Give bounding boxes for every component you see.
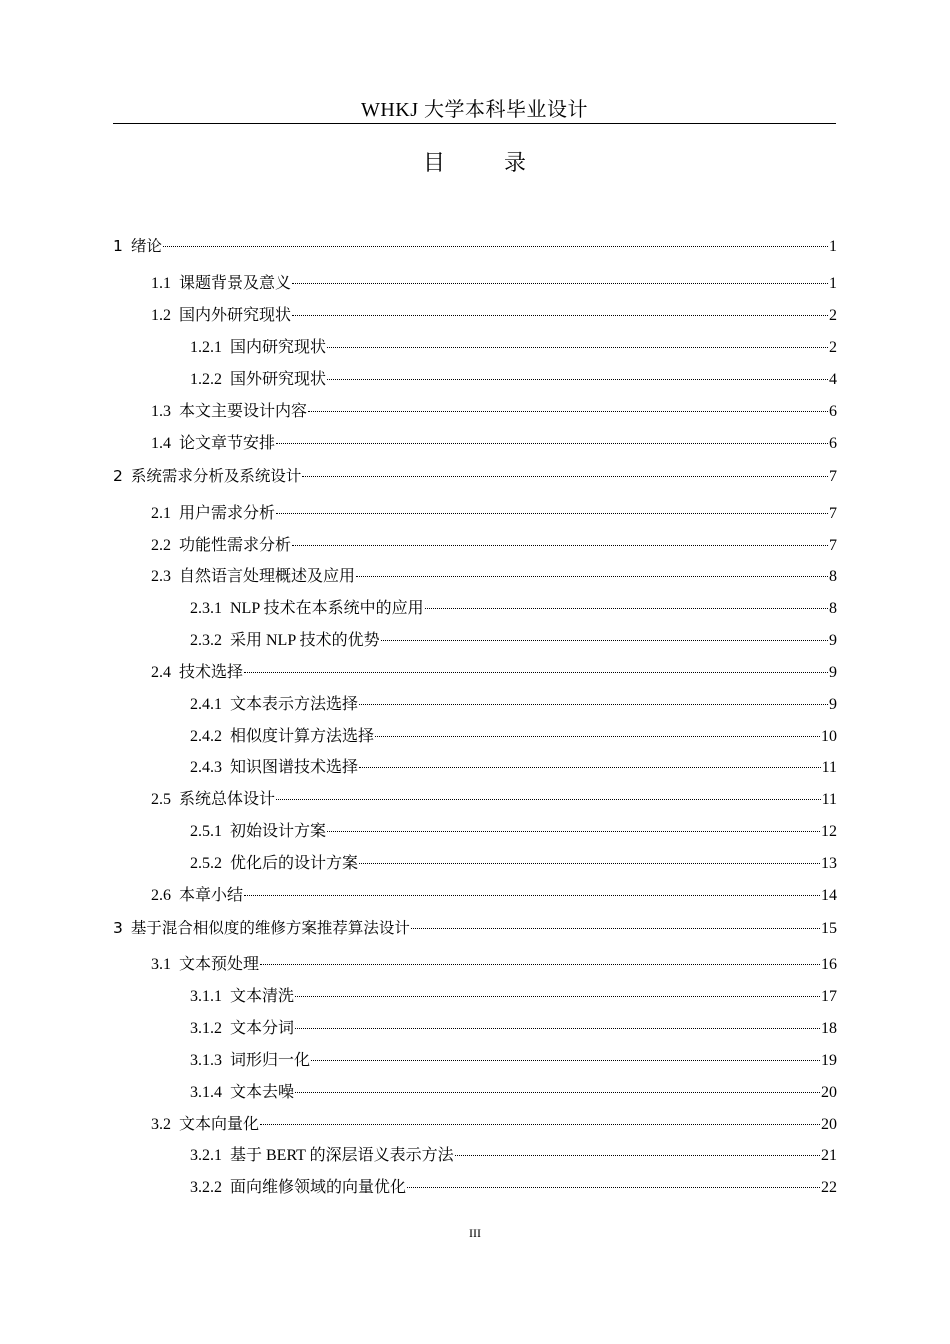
toc-entry-number: 1 xyxy=(113,237,123,255)
toc-leader-dots xyxy=(163,246,828,247)
toc-leader-dots xyxy=(327,347,828,348)
toc-entry-number: 1.3 xyxy=(151,403,171,420)
toc-entry-title: 本章小结 xyxy=(179,887,244,904)
toc-entry[interactable] xyxy=(113,336,837,360)
toc-entry-page: 8 xyxy=(829,568,837,585)
toc-entry-number: 3.1 xyxy=(151,956,171,973)
toc-entry[interactable] xyxy=(113,1144,837,1168)
toc-entry[interactable] xyxy=(113,464,837,488)
toc-entry-title: 用户需求分析 xyxy=(179,505,276,522)
toc-leader-dots xyxy=(308,411,828,412)
toc-leader-dots xyxy=(295,996,820,997)
toc-entry-title: 文本清洗 xyxy=(230,988,295,1005)
toc-entry-number: 2.3.2 xyxy=(190,632,222,649)
toc-leader-dots xyxy=(455,1155,820,1156)
toc-entry[interactable] xyxy=(113,788,837,812)
toc-entry-number: 3.1.3 xyxy=(190,1052,222,1069)
toc-entry[interactable] xyxy=(113,502,837,526)
running-header-title: WHKJ 大学本科毕业设计 xyxy=(360,99,589,121)
toc-entry-title: 采用 NLP 技术的优势 xyxy=(230,632,380,649)
toc-entry[interactable] xyxy=(113,820,837,844)
toc-leader-dots xyxy=(276,443,828,444)
toc-entry-page: 21 xyxy=(821,1147,837,1164)
toc-entry[interactable] xyxy=(113,693,837,717)
toc-entry-number: 2.5.2 xyxy=(190,855,222,872)
toc-entry[interactable] xyxy=(113,629,837,653)
toc-entry-title: 功能性需求分析 xyxy=(179,537,292,554)
toc-entry-title: 词形归一化 xyxy=(230,1052,311,1069)
toc-leader-dots xyxy=(327,379,828,380)
toc-entry-title: 论文章节安排 xyxy=(179,435,276,452)
toc-entry-title: 技术选择 xyxy=(179,664,244,681)
toc-entry-page: 9 xyxy=(829,696,837,713)
toc-entry-page: 20 xyxy=(821,1116,837,1133)
toc-entry-title: 知识图谱技术选择 xyxy=(230,759,359,776)
toc-entry-number: 2.5.1 xyxy=(190,823,222,840)
toc-entry-number: 2.4.1 xyxy=(190,696,222,713)
toc-entry-number: 2.4.2 xyxy=(190,728,222,745)
toc-entry-page: 14 xyxy=(821,887,837,904)
toc-leader-dots xyxy=(359,767,821,768)
toc-entry[interactable] xyxy=(113,1176,837,1200)
toc-entry-number: 1.1 xyxy=(151,275,171,292)
toc-entry-title: 文本表示方法选择 xyxy=(230,696,359,713)
toc-entry-page: 17 xyxy=(821,988,837,1005)
toc-entry[interactable] xyxy=(113,368,837,392)
toc-leader-dots xyxy=(407,1187,820,1188)
toc-entry-page: 7 xyxy=(829,537,837,554)
toc-entry-page: 13 xyxy=(821,855,837,872)
toc-entry[interactable] xyxy=(113,234,837,258)
toc-entry-title: 文本分词 xyxy=(230,1020,295,1037)
toc-entry-number: 3.1.4 xyxy=(190,1084,222,1101)
toc-entry-number: 3.1.1 xyxy=(190,988,222,1005)
toc-entry-title: 初始设计方案 xyxy=(230,823,327,840)
toc-entry-number: 3.2.2 xyxy=(190,1179,222,1196)
toc-entry-page: 16 xyxy=(821,956,837,973)
toc-leader-dots xyxy=(359,704,828,705)
toc-entry-title: 系统总体设计 xyxy=(179,791,276,808)
toc-leader-dots xyxy=(381,640,828,641)
toc-leader-dots xyxy=(327,831,820,832)
toc-entry[interactable] xyxy=(113,985,837,1009)
toc-entry-number: 2 xyxy=(113,467,123,485)
toc-entry[interactable] xyxy=(113,400,837,424)
toc-entry-number: 1.2.1 xyxy=(190,339,222,356)
toc-entry-title: 课题背景及意义 xyxy=(179,275,292,292)
toc-entry-page: 6 xyxy=(829,403,837,420)
toc-entry-title: 基于混合相似度的维修方案推荐算法设计 xyxy=(130,919,410,937)
toc-entry-page: 10 xyxy=(821,728,837,745)
toc-entry-page: 9 xyxy=(829,664,837,681)
toc-entry[interactable] xyxy=(113,1113,837,1137)
toc-heading: 目 录 xyxy=(423,151,552,176)
toc-entry-number: 2.6 xyxy=(151,887,171,904)
toc-leader-dots xyxy=(244,895,820,896)
page-number: III xyxy=(469,1226,481,1240)
toc-entry[interactable] xyxy=(113,272,837,296)
toc-entry-page: 4 xyxy=(829,371,837,388)
toc-leader-dots xyxy=(276,799,821,800)
toc-entry-page: 1 xyxy=(829,238,837,255)
toc-entry-title: 自然语言处理概述及应用 xyxy=(179,568,356,585)
toc-leader-dots xyxy=(356,576,828,577)
toc-leader-dots xyxy=(292,315,828,316)
toc-entry-page: 7 xyxy=(829,505,837,522)
toc-entry-title: 系统需求分析及系统设计 xyxy=(130,467,302,485)
toc-entry-number: 2.5 xyxy=(151,791,171,808)
toc-entry-page: 15 xyxy=(821,920,837,937)
toc-entry-title: 优化后的设计方案 xyxy=(230,855,359,872)
toc-entry-title: 国内外研究现状 xyxy=(179,307,292,324)
toc-leader-dots xyxy=(295,1028,820,1029)
toc-entry-page: 2 xyxy=(829,307,837,324)
toc-entry-page: 11 xyxy=(821,759,837,776)
toc-entry-page: 18 xyxy=(821,1020,837,1037)
toc-entry-title: 文本去噪 xyxy=(230,1084,295,1101)
toc-entry[interactable] xyxy=(113,1081,837,1105)
toc-entry-number: 2.2 xyxy=(151,537,171,554)
toc-entry-number: 3 xyxy=(113,919,123,937)
toc-entry-page: 9 xyxy=(829,632,837,649)
toc-entry-page: 2 xyxy=(829,339,837,356)
toc-entry-page: 12 xyxy=(821,823,837,840)
toc-entry[interactable] xyxy=(113,1049,837,1073)
toc-entry[interactable] xyxy=(113,916,837,940)
toc-entry-number: 2.1 xyxy=(151,505,171,522)
toc-entry[interactable] xyxy=(113,565,837,589)
toc-entry-page: 7 xyxy=(829,468,837,485)
toc-entry-number: 1.2 xyxy=(151,307,171,324)
toc-entry[interactable] xyxy=(113,534,837,558)
toc-leader-dots xyxy=(375,736,820,737)
toc-entry-title: 文本向量化 xyxy=(179,1116,260,1133)
toc-entry-title: NLP 技术在本系统中的应用 xyxy=(230,600,424,617)
toc-entry-number: 1.2.2 xyxy=(190,371,222,388)
toc-entry-title: 绪论 xyxy=(130,237,162,255)
toc-entry-number: 3.2.1 xyxy=(190,1147,222,1164)
toc-leader-dots xyxy=(295,1092,820,1093)
toc-entry-page: 8 xyxy=(829,600,837,617)
toc-entry-number: 3.2 xyxy=(151,1116,171,1133)
toc-entry[interactable] xyxy=(113,953,837,977)
toc-entry-title: 基于 BERT 的深层语义表示方法 xyxy=(230,1147,454,1164)
toc-leader-dots xyxy=(425,608,828,609)
toc-entry-title: 国内研究现状 xyxy=(230,339,327,356)
toc-entry[interactable] xyxy=(113,304,837,328)
toc-entry-page: 11 xyxy=(821,791,837,808)
header-divider xyxy=(113,123,836,124)
toc-entry-title: 相似度计算方法选择 xyxy=(230,728,375,745)
toc-entry[interactable] xyxy=(113,597,837,621)
toc-entry[interactable] xyxy=(113,756,837,780)
toc-entry[interactable] xyxy=(113,852,837,876)
toc-entry-number: 2.4 xyxy=(151,664,171,681)
toc-entry-number: 1.4 xyxy=(151,435,171,452)
toc-entry-page: 20 xyxy=(821,1084,837,1101)
toc-entry[interactable] xyxy=(113,725,837,749)
toc-entry[interactable] xyxy=(113,884,837,908)
toc-entry-number: 2.3.1 xyxy=(190,600,222,617)
toc-entry[interactable] xyxy=(113,661,837,685)
toc-leader-dots xyxy=(311,1060,820,1061)
toc-entry-number: 2.3 xyxy=(151,568,171,585)
toc-entry-title: 文本预处理 xyxy=(179,956,260,973)
toc-leader-dots xyxy=(276,513,828,514)
toc-leader-dots xyxy=(359,863,820,864)
toc-entry-number: 3.1.2 xyxy=(190,1020,222,1037)
toc-entry-page: 6 xyxy=(829,435,837,452)
toc-entry[interactable] xyxy=(113,432,837,456)
toc-entry-page: 19 xyxy=(821,1052,837,1069)
toc-entry-title: 面向维修领域的向量优化 xyxy=(230,1179,407,1196)
toc-leader-dots xyxy=(260,964,820,965)
toc-leader-dots xyxy=(292,283,828,284)
toc-leader-dots xyxy=(411,928,820,929)
toc-entry-title: 本文主要设计内容 xyxy=(179,403,308,420)
toc-leader-dots xyxy=(302,476,828,477)
toc-entry-title: 国外研究现状 xyxy=(230,371,327,388)
toc-leader-dots xyxy=(244,672,828,673)
toc-entry-page: 22 xyxy=(821,1179,837,1196)
toc-entry-number: 2.4.3 xyxy=(190,759,222,776)
toc-entry[interactable] xyxy=(113,1017,837,1041)
toc-leader-dots xyxy=(260,1124,820,1125)
toc-leader-dots xyxy=(292,545,828,546)
toc-entry-page: 1 xyxy=(829,275,837,292)
